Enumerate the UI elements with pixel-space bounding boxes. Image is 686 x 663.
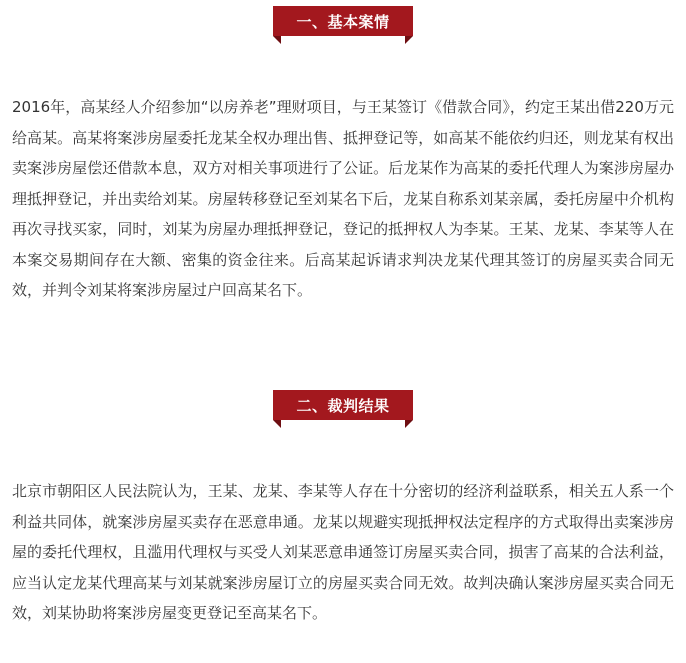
banner-plate xyxy=(273,6,413,36)
section-header-judgment xyxy=(0,390,686,436)
banner-plate xyxy=(273,390,413,420)
heading-banner xyxy=(273,390,413,428)
judgment-paragraph: 北京市朝阳区人民法院认为，王某、龙某、李某等人存在十分密切的经济利益联系，相关五人系一个利益共同体，就案涉房屋买卖存在恶意串通。龙某以规避实现抵押权法定程序的方式取得出卖案涉房屋的委托代理权，且滥用代理权与买受人刘某恶意串通签订房屋买卖合同，损害了高某的合法利益，应当认定龙某代理高某与刘某就案涉房屋订立的房屋买卖合同无效。故判决确认案涉房屋买卖合同无效，刘某协助将案涉房屋变更登记至高某名下。 xyxy=(12,482,674,622)
section-heading: 一、基本案情 xyxy=(296,12,390,31)
banner-fold-left xyxy=(273,420,281,428)
case-facts-paragraph: 2016年，高某经人介绍参加“以房养老”理财项目，与王某签订《借款合同》，约定王某出借220万元给高某。高某将案涉房屋委托龙某全权办理出售、抵押登记等，如高某不能依约归还，则龙某有权出卖案涉房屋偿还借款本息，双方对相关事项进行了公证。后龙某作为高某的委托代理人为案涉房屋办理抵押登记，并出卖给刘某。房屋转移登记至刘某名下后，龙某自称系刘某亲属，委托房屋中介机构再次寻找买家，同时，刘某为房屋办理抵押登记，登记的抵押权人为李某。王某、龙某、李某等人在本案交易期间存在大额、密集的资金往来。后高某起诉请求判决龙某代理其签订的房屋买卖合同无效，并判令刘某将案涉房屋过户回高某名下。 xyxy=(12,98,674,299)
banner-fold-left xyxy=(273,36,281,44)
banner-fold-right xyxy=(405,420,413,428)
section-header-basic-facts xyxy=(0,6,686,52)
section-heading: 二、裁判结果 xyxy=(296,396,390,415)
banner-fold-right xyxy=(405,36,413,44)
heading-banner xyxy=(273,6,413,44)
